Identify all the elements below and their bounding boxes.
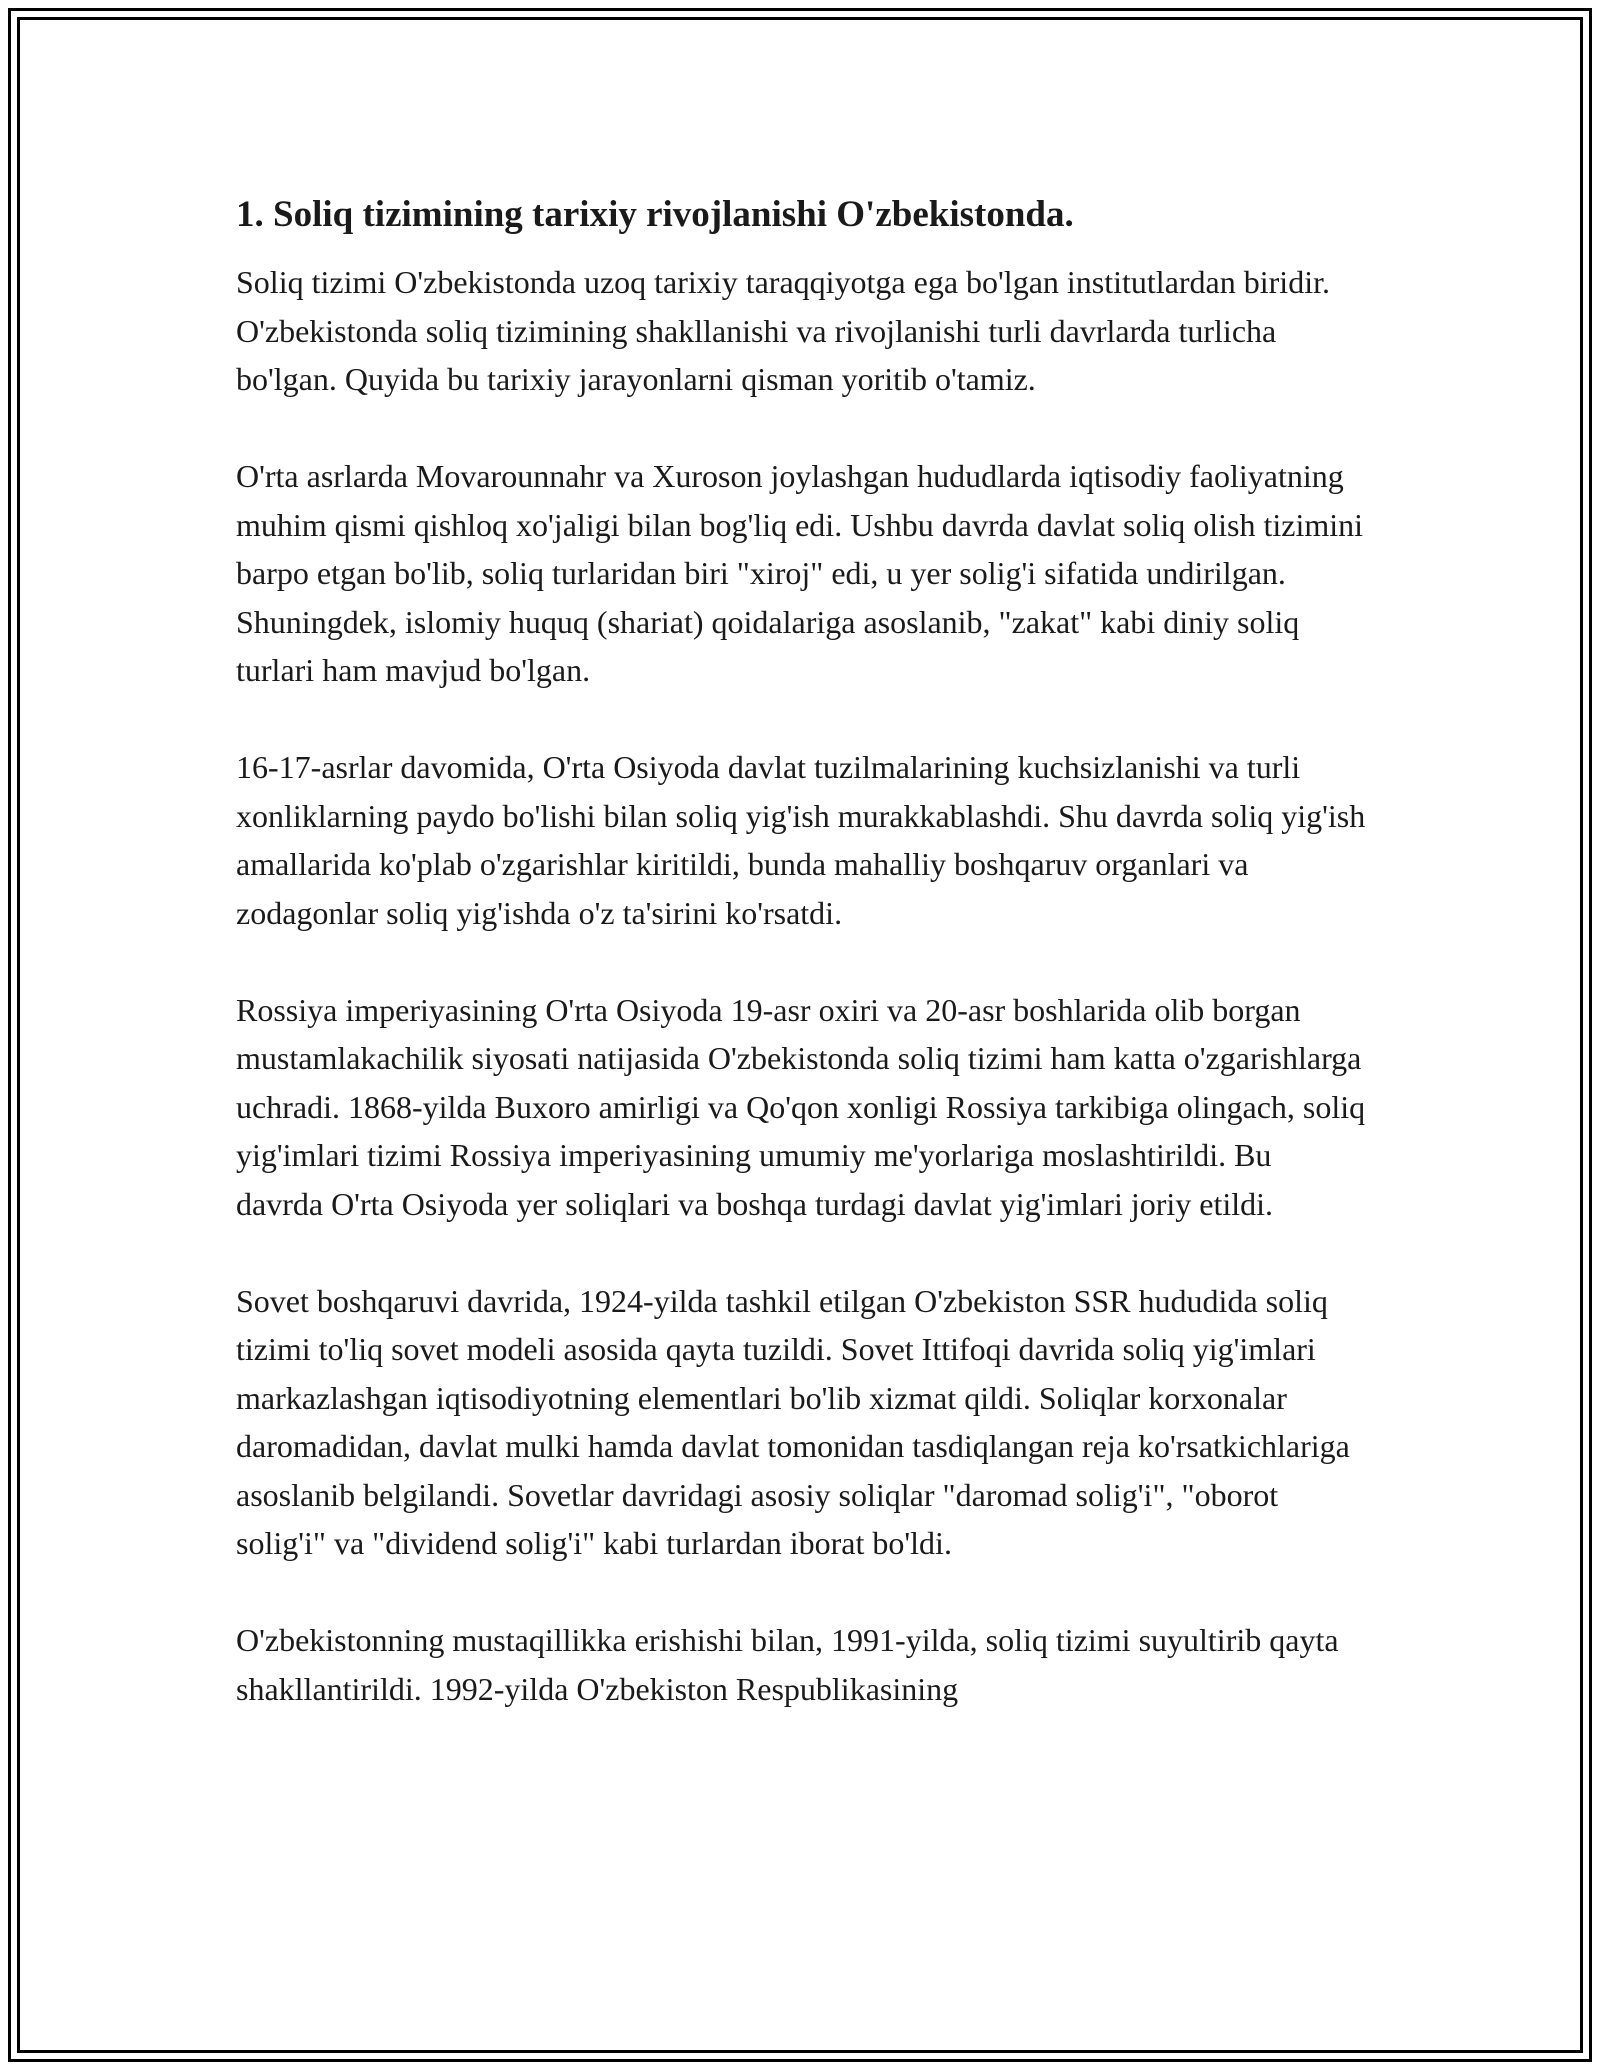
paragraph-intro: Soliq tizimi O'zbekistonda uzoq tarixiy taraqqiyotga ega bo'lgan institutlardan biridir. O'zbekistonda soliq tizimining shakllanishi va rivojlanishi turli davrlarda turlicha bo'lgan. Quyida bu tarixiy jarayonlarni qisman yoritib o'tamiz. (236, 264, 1330, 397)
paragraph-independence: O'zbekistonning mustaqillikka erishishi bilan, 1991-yilda, soliq tizimi suyultirib qayta shakllantirildi. 1992-yilda O'zbekiston Respublikasining (236, 1622, 1339, 1707)
paragraph-16-17-centuries: 16-17-asrlar davomida, O'rta Osiyoda davlat tuzilmalarining kuchsizlanishi va turli xonliklarning paydo bo'lishi bilan soliq yig'ish murakkablashdi. Shu davrda soliq yig'ish amallarida ko'plab o'zgarishlar kiritildi, bunda mahalliy boshqaruv organlari va zodagonlar soliq yig'ishda o'z ta'sirini ko'rsatdi. (236, 749, 1366, 931)
paragraph-soviet-period: Sovet boshqaruvi davrida, 1924-yilda tashkil etilgan O'zbekiston SSR hududida soliq tizimi to'liq sovet modeli asosida qayta tuzildi. Sovet Ittifoqi davrida soliq yig'imlari markazlashgan iqtisodiyotning elementlari bo'lib xizmat qildi. Soliqlar korxonalar daromadidan, davlat mulki hamda davlat tomonidan tasdiqlangan reja ko'rsatkichlariga asoslanib belgilandi. Sovetlar davridagi asosiy soliqlar "daromad solig'i", "oborot solig'i" va "dividend solig'i" kabi turlardan iborat bo'ldi. (236, 1282, 1350, 1561)
document-title: 1. Soliq tizimining tarixiy rivojlanishi O'zbekistonda. (236, 194, 1074, 235)
paragraph-russian-empire: Rossiya imperiyasining O'rta Osiyoda 19-asr oxiri va 20-asr boshlarida olib borgan mustamlakachilik siyosati natijasida O'zbekistonda soliq tizimi ham katta o'zgarishlarga uchradi. 1868-yilda Buxoro amirligi va Qo'qon xonligi Rossiya tarkibiga olingach, soliq yig'imlari tizimi Rossiya imperiyasining umumiy me'yorlariga moslashtirildi. Bu davrda O'rta Osiyoda yer soliqlari va boshqa turdagi davlat yig'imlari joriy etildi. (236, 991, 1366, 1222)
paragraph-middle-ages: O'rta asrlarda Movarounnahr va Xuroson joylashgan hududlarda iqtisodiy faoliyatning muhim qismi qishloq xo'jaligi bilan bog'liq edi. Ushbu davrda davlat soliq olish tizimini barpo etgan bo'lib, soliq turlaridan biri "xiroj" edi, u yer solig'i sifatida undirilgan. Shuningdek, islomiy huquq (shariat) qoidalariga asoslanib, "zakat" kabi diniy soliq turlari ham mavjud bo'lgan. (236, 458, 1364, 688)
document-body (236, 188, 1366, 1762)
